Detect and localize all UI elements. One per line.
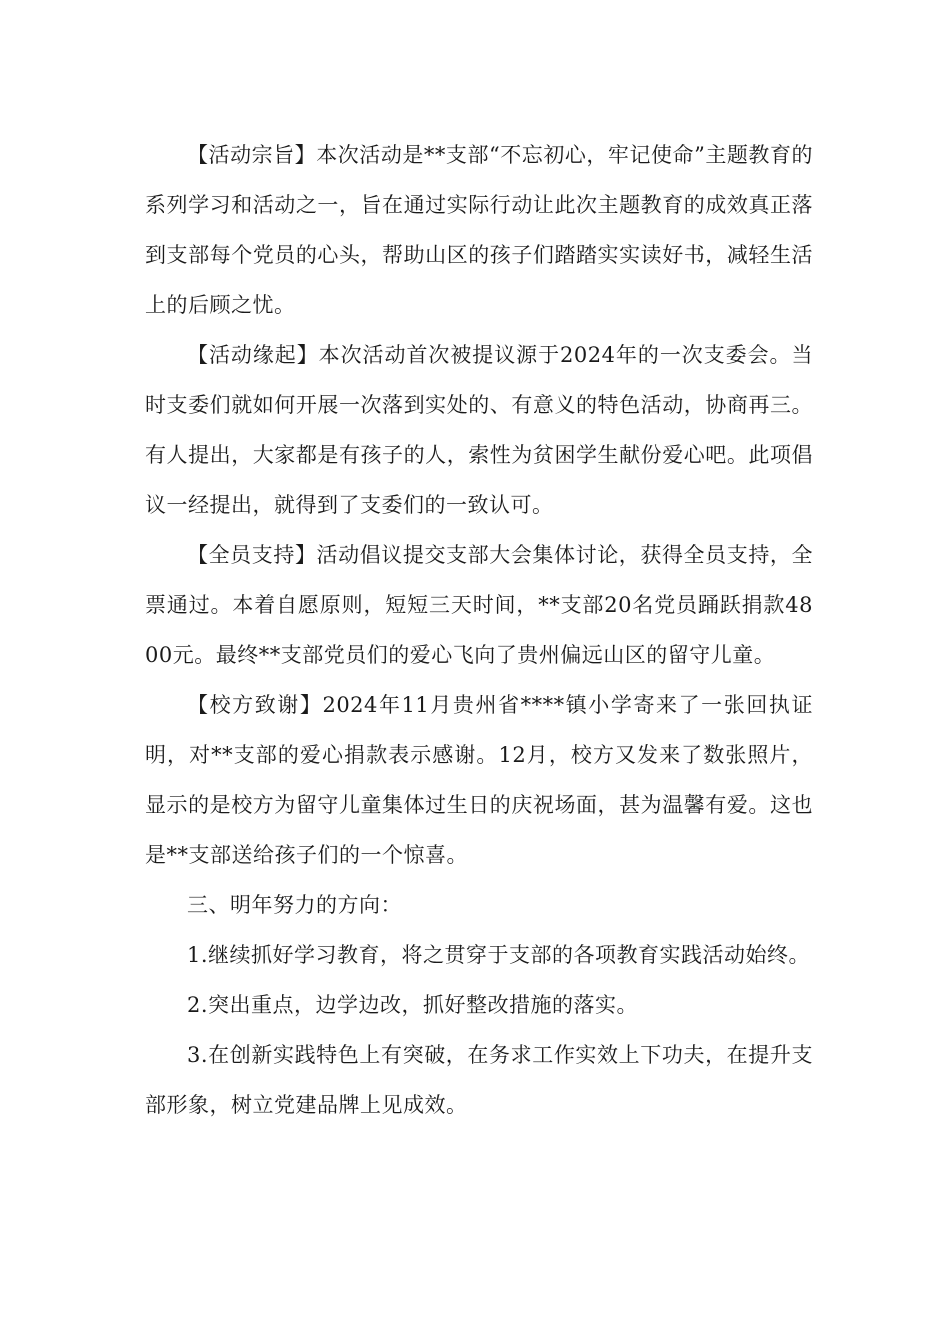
paragraph-activity-purpose: 【活动宗旨】本次活动是**支部“不忘初心，牢记使命”主题教育的系列学习和活动之一，旨在通过实际行动让此次主题教育的成效真正落到支部每个党员的心头，帮助山区的孩子们踏踏实实读好书，减轻生活上的后顾之忧。: [145, 143, 813, 317]
document-body: [145, 130, 813, 1130]
paragraph-full-support: 【全员支持】活动倡议提交支部大会集体讨论，获得全员支持，全票通过。本着自愿原则，短短三天时间，**支部20名党员踊跃捐款4800元。最终**支部党员们的爱心飞向了贵州偏远山区的留守儿童。: [145, 543, 813, 667]
paragraph-school-thanks: 【校方致谢】2024年11月贵州省****镇小学寄来了一张回执证明，对**支部的爱心捐款表示感谢。12月，校方又发来了数张照片，显示的是校方为留守儿童集体过生日的庆祝场面，甚为温馨有爱。这也是**支部送给孩子们的一个惊喜。: [145, 693, 813, 867]
list-item-2: 2.突出重点，边学边改，抓好整改措施的落实。: [187, 993, 639, 1017]
list-item-1: 1.继续抓好学习教育，将之贯穿于支部的各项教育实践活动始终。: [187, 943, 811, 967]
section-heading-next-year: 三、明年努力的方向：: [187, 893, 402, 917]
list-item-3: 3.在创新实践特色上有突破，在务求工作实效上下功夫，在提升支部形象，树立党建品牌上见成效。: [145, 1043, 813, 1117]
paragraph-activity-origin: 【活动缘起】本次活动首次被提议源于2024年的一次支委会。当时支委们就如何开展一次落到实处的、有意义的特色活动，协商再三。有人提出，大家都是有孩子的人，索性为贫困学生献份爱心吧。此项倡议一经提出，就得到了支委们的一致认可。: [145, 343, 813, 517]
